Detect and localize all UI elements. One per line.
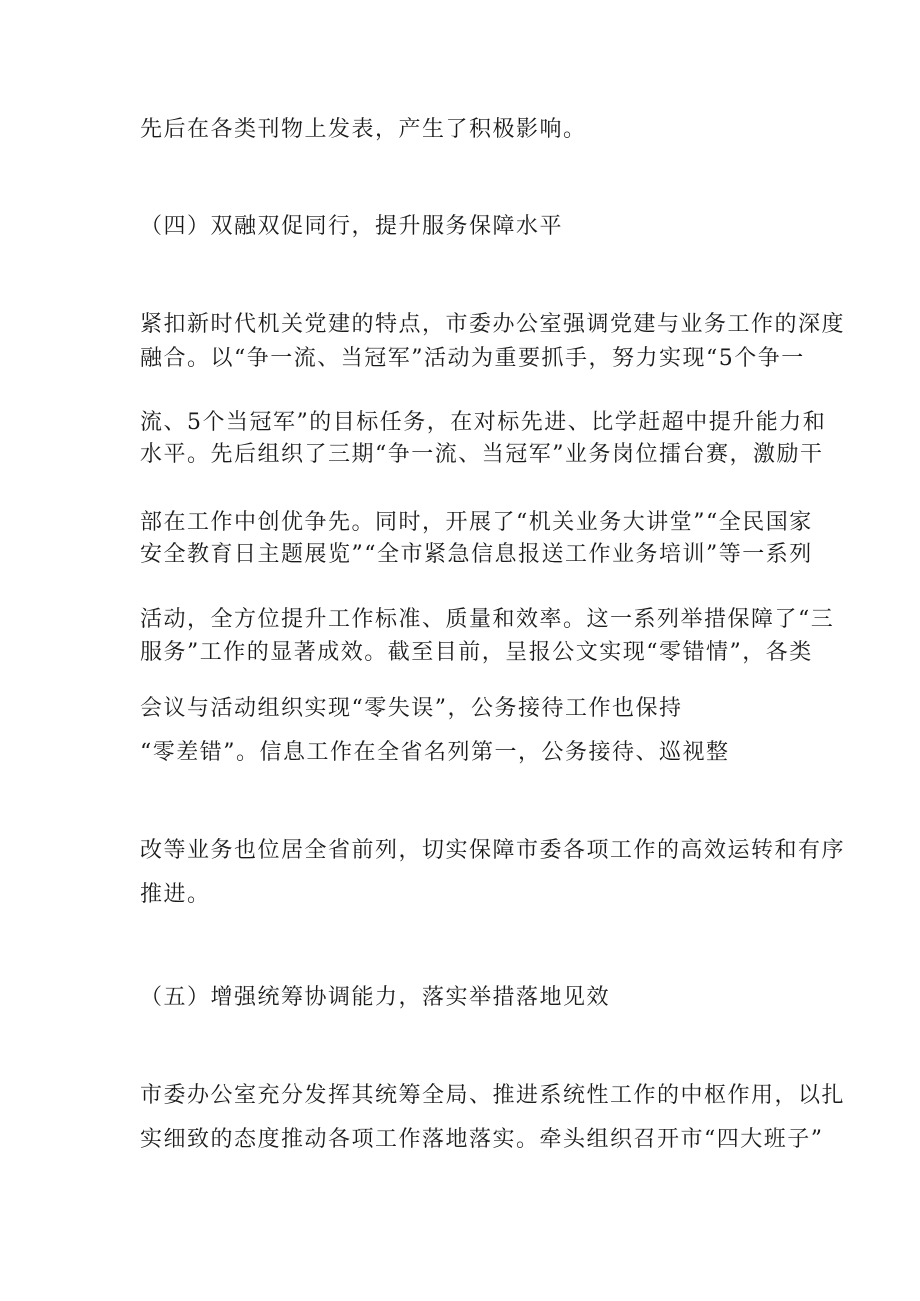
paragraph-line: 推进。 [140,882,211,907]
paragraph-line: 实细致的态度推动各项工作落地落实。牵头组织召开市“四大班子” [140,1127,824,1152]
section-heading-5: （五）增强统筹协调能力，落实举措落地见效 [140,985,611,1010]
paragraph-line: 紧扣新时代机关党建的特点，市委办公室强调党建与业务工作的深度 [140,312,846,337]
paragraph-line: 部在工作中创优争先。同时，开展了“机关业务大讲堂”“全民国家 [140,510,813,535]
section-heading-4: （四）双融双促同行，提升服务保障水平 [140,214,564,239]
paragraph-line: 活动，全方位提升工作标准、质量和效率。这一系列举措保障了“三 [140,607,835,632]
paragraph-line: 先后在各类刊物上发表，产生了积极影响。 [140,117,587,142]
paragraph-line: “零差错”。信息工作在全省名列第一，公务接待、巡视整 [140,740,730,765]
paragraph-line: 市委办公室充分发挥其统筹全局、推进系统性工作的中枢作用，以扎 [140,1083,846,1108]
paragraph-line: 服务”工作的显著成效。截至目前，呈报公文实现“零错情”，各类 [140,640,813,665]
paragraph-line: 改等业务也位居全省前列，切实保障市委各项工作的高效运转和有序 [140,838,846,863]
paragraph-line: 会议与活动组织实现“零失误”，公务接待工作也保持 [140,696,683,721]
paragraph-line: 安全教育日主题展览”“全市紧急信息报送工作业务培训”等一系列 [140,542,813,567]
paragraph-line: 水平。先后组织了三期“争一流、当冠军”业务岗位擂台赛，激励干 [140,442,824,467]
paragraph-line: 融合。以“争一流、当冠军”活动为重要抓手，努力实现“5个争一 [140,346,805,371]
paragraph-line: 流、5个当冠军”的目标任务，在对标先进、比学赶超中提升能力和 [140,410,827,435]
